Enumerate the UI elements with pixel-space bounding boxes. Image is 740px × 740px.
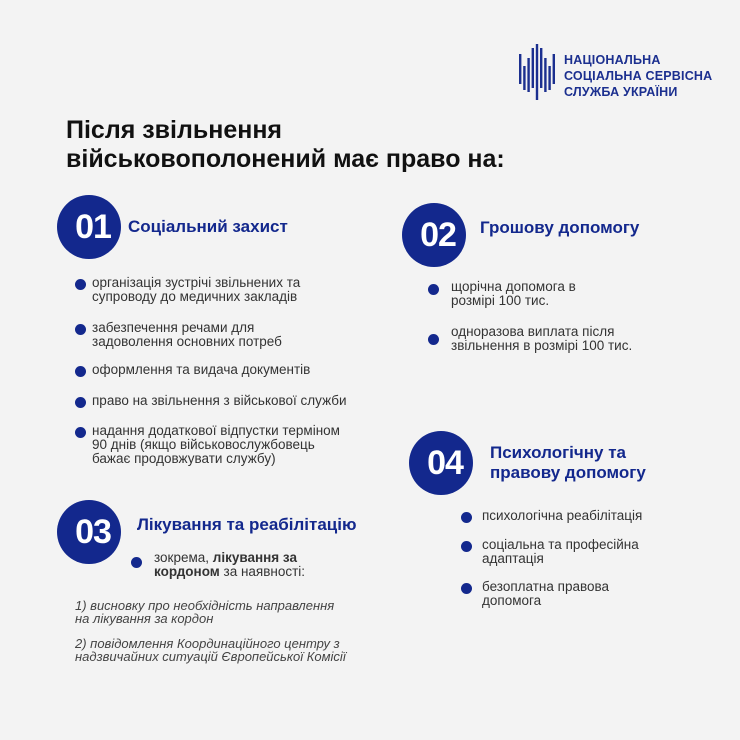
bullet-icon <box>428 284 439 295</box>
bullet-icon <box>75 324 86 335</box>
note-text: 1) висновку про необхідність направлення на лікування за кордон <box>75 598 335 626</box>
logo-line: СОЦІАЛЬНА СЕРВІСНА <box>564 69 713 83</box>
bullet-icon <box>428 334 439 345</box>
section-title: Соціальний захист <box>128 217 288 236</box>
bullet-icon <box>75 279 86 290</box>
section-title: Грошову допомогу <box>480 218 640 237</box>
logo-line: НАЦІОНАЛЬНА <box>564 53 661 67</box>
section-number-badge: 02 <box>402 203 466 267</box>
section-number-badge: 03 <box>57 500 121 564</box>
bullet-icon <box>75 427 86 438</box>
logo-text <box>564 52 712 100</box>
note-text: 2) повідомлення Координаційного центру з надзвичайних ситуацій Європейської Комісії <box>75 636 346 664</box>
bullet-icon <box>131 557 142 568</box>
bullet-icon <box>461 541 472 552</box>
section-title: Лікування та реабілітацію <box>137 515 357 534</box>
page-title <box>66 116 505 174</box>
bullet-icon <box>461 583 472 594</box>
section-number-badge: 04 <box>409 431 473 495</box>
bullet-icon <box>461 512 472 523</box>
bullet-icon <box>75 366 86 377</box>
bullet-icon <box>75 397 86 408</box>
page-title-line: військовополонений має право на: <box>66 145 505 173</box>
trident-icon <box>519 44 555 100</box>
section-number-badge: 01 <box>57 195 121 259</box>
section-title: Психологічну та правову допомогу <box>490 443 646 482</box>
page-title-line: Після звільнення <box>66 116 283 144</box>
logo-line: СЛУЖБА УКРАЇНИ <box>564 85 678 99</box>
